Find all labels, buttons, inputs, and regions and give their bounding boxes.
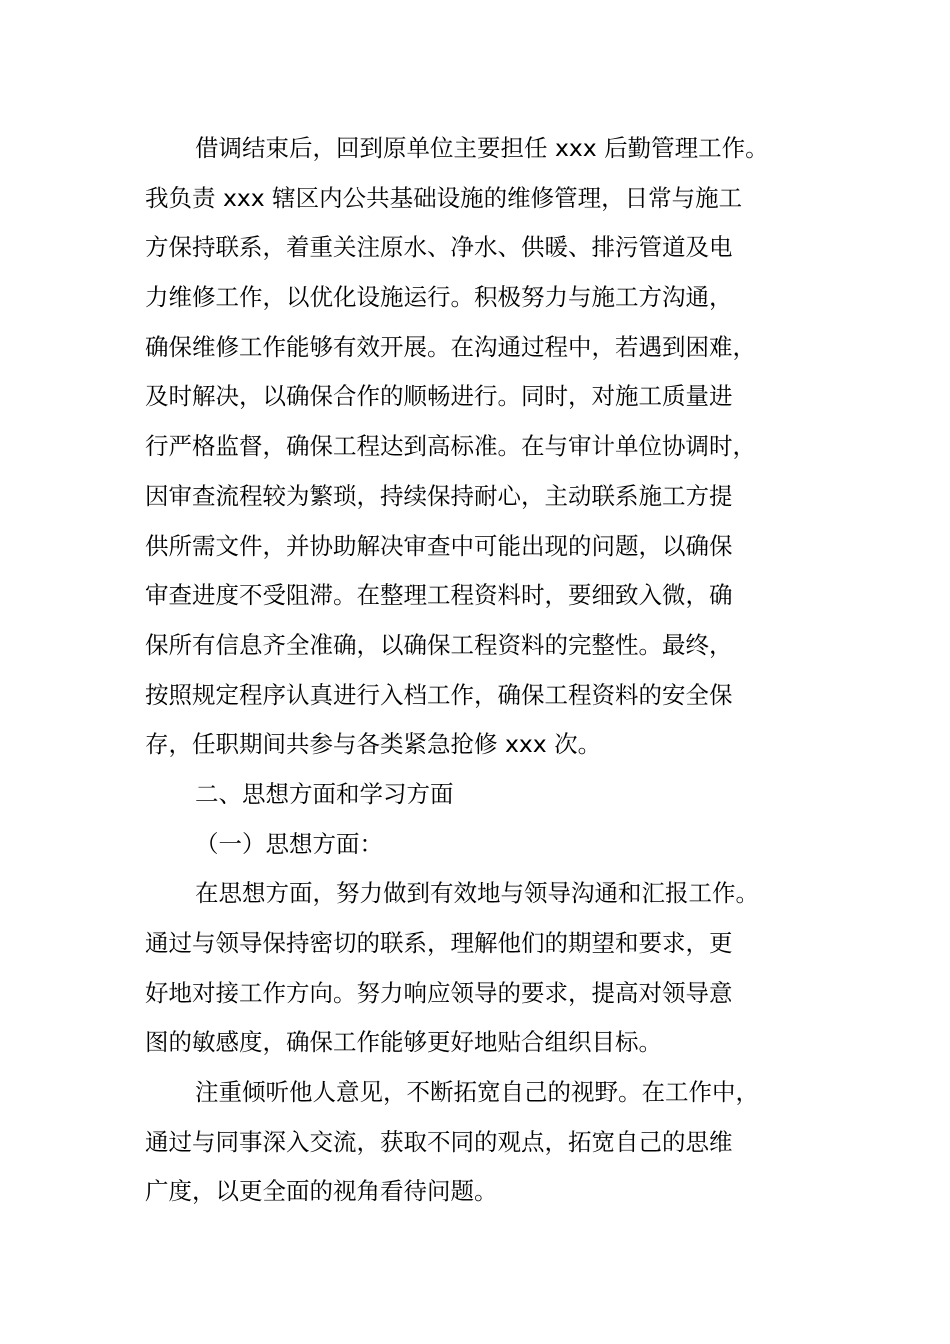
text-line: 存，任职期间共参与各类紧急抢修 xxx 次。 (145, 730, 602, 759)
section-heading: 二、思想方面和学习方面 (195, 779, 454, 808)
text-line: 好地对接工作方向。努力响应领导的要求，提高对领导意 (145, 978, 733, 1007)
document-body (145, 124, 810, 1217)
text-line: 行严格监督，确保工程达到高标准。在与审计单位协调时， (145, 432, 756, 461)
text-line: 我负责 xxx 辖区内公共基础设施的维修管理，日常与施工 (145, 183, 743, 212)
text-line: 供所需文件，并协助解决审查中可能出现的问题，以确保 (145, 531, 733, 560)
subsection-heading: （一）思想方面： (195, 829, 383, 858)
text-line: 力维修工作，以优化设施运行。积极努力与施工方沟通， (145, 283, 733, 312)
text-line: 按照规定程序认真进行入档工作，确保工程资料的安全保 (145, 680, 733, 709)
text-line: 保所有信息齐全准确，以确保工程资料的完整性。最终， (145, 630, 733, 659)
text-line: 通过与同事深入交流，获取不同的观点，拓宽自己的思维 (145, 1127, 733, 1156)
text-line: 注重倾听他人意见，不断拓宽自己的视野。在工作中， (195, 1078, 759, 1107)
text-line: 审查进度不受阻滞。在整理工程资料时，要细致入微，确 (145, 581, 733, 610)
text-line: 在思想方面，努力做到有效地与领导沟通和汇报工作。 (195, 879, 759, 908)
text-line: 图的敏感度，确保工作能够更好地贴合组织目标。 (145, 1028, 662, 1057)
text-line: 确保维修工作能够有效开展。在沟通过程中，若遇到困难， (145, 332, 756, 361)
text-line: 方保持联系，着重关注原水、净水、供暖、排污管道及电 (145, 233, 733, 262)
text-line: 及时解决，以确保合作的顺畅进行。同时，对施工质量进 (145, 382, 733, 411)
text-line: 借调结束后，回到原单位主要担任 xxx 后勤管理工作。 (195, 134, 769, 162)
text-line: 因审查流程较为繁琐，持续保持耐心，主动联系施工方提 (145, 481, 733, 510)
text-line: 通过与领导保持密切的联系，理解他们的期望和要求，更 (145, 929, 733, 957)
text-line: 广度，以更全面的视角看待问题。 (145, 1177, 498, 1206)
